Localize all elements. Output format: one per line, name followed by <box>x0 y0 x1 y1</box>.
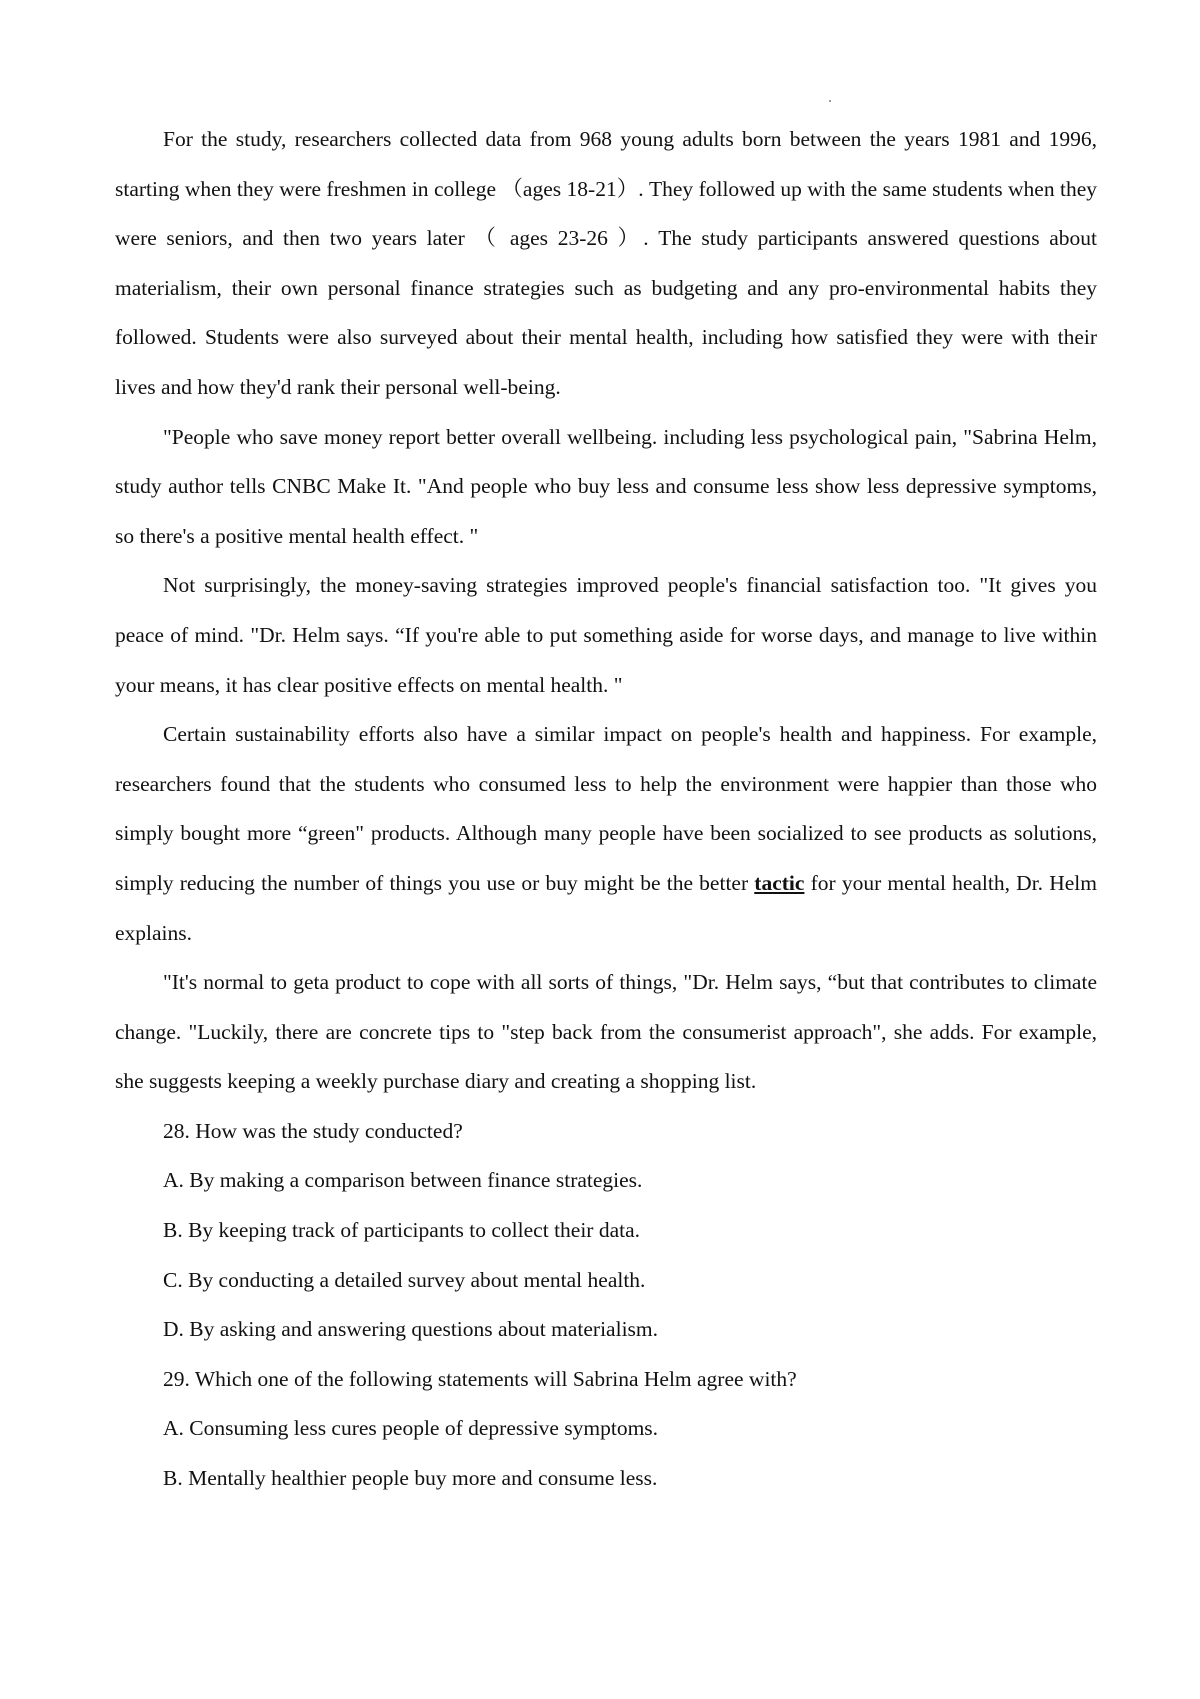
paragraph-sustainability <box>115 710 1097 958</box>
highlighted-word-tactic: tactic <box>754 870 805 895</box>
option-b: B. By keeping track of participants to collect their data. <box>163 1218 641 1243</box>
option-a: A. By making a comparison between finance strategies. <box>163 1168 643 1193</box>
question-28 <box>115 1107 1097 1355</box>
paragraph-study-method: For the study, researchers collected data from 968 young adults born between the years 1981 and 1996, starting when they were freshmen in college （ages 18-21）. They followed up with the same students when they were seniors, and then two years later （ ages 23-26 ）. The study participants answered questions about materialism, their own personal finance strategies such as budgeting and any pro-environmental habits they followed. Students were also surveyed about their mental health, including how satisfied they were with their lives and how they'd rank their personal well-being. <box>115 127 1097 399</box>
option-d: D. By asking and answering questions about materialism. <box>163 1317 659 1342</box>
document-page <box>115 115 1097 1504</box>
paragraph-sustainability-end: for your mental health, Dr. Helm explains. <box>115 870 1097 945</box>
question-stem: 28. How was the study conducted? <box>163 1118 463 1143</box>
question-stem: 29. Which one of the following statements will Sabrina Helm agree with? <box>163 1366 797 1391</box>
paragraph-financial-satisfaction: Not surprisingly, the money-saving strategies improved people's financial satisfaction too. "It gives you peace of mind. "Dr. Helm says. “If you're able to put something aside for worse days, and manage to live within your means, it has clear positive effects on mental health. " <box>115 573 1097 697</box>
paragraph-helm-quote: "People who save money report better overall wellbeing. including less psychological pain, "Sabrina Helm, study author tells CNBC Make It. "And people who buy less and consume less show less depressive symptoms, so there's a positive mental health effect. " <box>115 424 1097 548</box>
option-b: B. Mentally healthier people buy more and consume less. <box>163 1466 658 1491</box>
question-29 <box>115 1355 1097 1504</box>
paragraph-consumerist-tips: "It's normal to geta product to cope with all sorts of things, "Dr. Helm says, “but that contributes to climate change. "Luckily, there are concrete tips to "step back from the consumerist approach", she adds. For example, she suggests keeping a weekly purchase diary and creating a shopping list. <box>115 970 1097 1094</box>
option-c: C. By conducting a detailed survey about mental health. <box>163 1267 646 1292</box>
scan-speck <box>829 100 831 102</box>
paragraph-sustainability-text: Certain sustainability efforts also have a similar impact on people's health and happiness. For example, researchers found that the students who consumed less to help the environment were happier than those who simply bought more “green" products. Although many people have been socialized to see products as solutions, simply reducing the number of things you use or buy might be the better <box>115 722 1097 895</box>
option-a: A. Consuming less cures people of depressive symptoms. <box>163 1416 659 1441</box>
